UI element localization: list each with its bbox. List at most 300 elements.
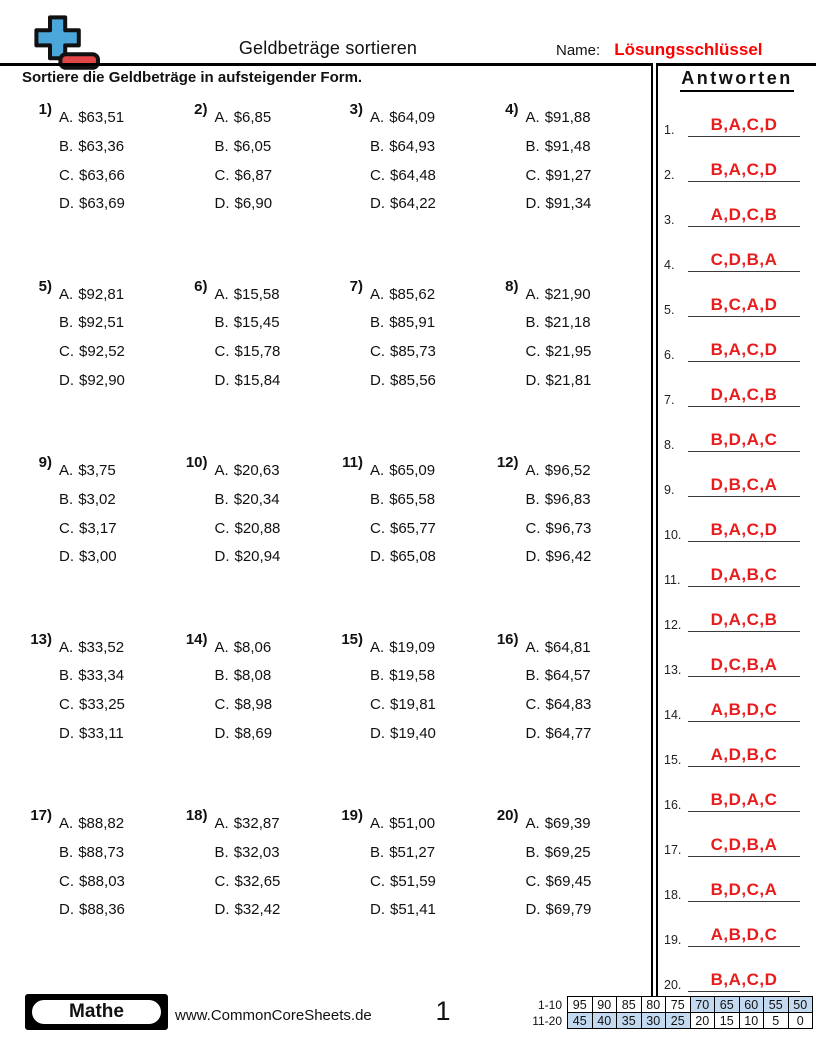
option-amount: $6,85 bbox=[233, 109, 272, 126]
problem-option bbox=[59, 634, 125, 663]
problem-option bbox=[526, 457, 592, 486]
answer-number: 8. bbox=[664, 438, 675, 452]
problem-option bbox=[370, 515, 436, 544]
answer-number: 10. bbox=[664, 528, 682, 542]
option-label: B. bbox=[525, 137, 540, 155]
option-amount: $33,52 bbox=[78, 638, 125, 656]
option-label: A. bbox=[525, 109, 540, 126]
option-label: D. bbox=[214, 724, 230, 742]
option-amount: $51,27 bbox=[389, 843, 436, 861]
answer-blank bbox=[688, 745, 800, 767]
option-amount: $64,48 bbox=[390, 166, 436, 184]
answer-number: 4. bbox=[664, 258, 675, 272]
score-cell: 55 bbox=[764, 997, 789, 1013]
option-amount: $20,94 bbox=[234, 548, 281, 566]
option-label: D. bbox=[525, 371, 541, 389]
option-label: D. bbox=[370, 371, 385, 389]
problem-option bbox=[526, 190, 592, 219]
problem-option bbox=[215, 662, 273, 691]
score-cell: 5 bbox=[764, 1013, 789, 1029]
subject-label: Mathe bbox=[29, 997, 164, 1027]
problem bbox=[186, 454, 342, 631]
answer-value: A,B,D,C bbox=[710, 700, 778, 719]
option-label: B. bbox=[59, 137, 74, 155]
answer-item bbox=[658, 542, 816, 587]
option-label: B. bbox=[214, 490, 229, 508]
option-amount: $32,87 bbox=[233, 815, 280, 832]
answer-item bbox=[658, 632, 816, 677]
option-amount: $3,75 bbox=[78, 462, 116, 479]
option-label: D. bbox=[214, 901, 230, 919]
option-label: C. bbox=[370, 166, 385, 184]
problem-option bbox=[59, 720, 125, 749]
option-amount: $69,39 bbox=[544, 815, 591, 832]
problem bbox=[186, 807, 342, 984]
option-amount: $3,00 bbox=[79, 548, 117, 566]
option-amount: $64,83 bbox=[545, 696, 592, 714]
problem-option bbox=[370, 634, 436, 663]
answer-blank bbox=[688, 655, 800, 677]
option-label: C. bbox=[214, 166, 230, 184]
option-amount: $33,11 bbox=[79, 724, 124, 742]
problem-option bbox=[59, 104, 125, 133]
score-cell: 35 bbox=[617, 1013, 642, 1029]
option-amount: $21,90 bbox=[544, 285, 591, 303]
option-amount: $8,08 bbox=[233, 667, 272, 685]
answer-number: 13. bbox=[664, 663, 682, 677]
answer-number: 6. bbox=[664, 348, 675, 362]
option-label: A. bbox=[525, 285, 540, 303]
option-amount: $51,00 bbox=[389, 815, 436, 832]
problem-number: 6) bbox=[194, 277, 208, 295]
problem-options bbox=[526, 457, 592, 572]
problem-options bbox=[215, 810, 281, 925]
option-label: B. bbox=[525, 314, 540, 332]
option-amount: $96,42 bbox=[545, 548, 592, 566]
problem-option bbox=[526, 896, 592, 925]
score-cell: 45 bbox=[568, 1013, 593, 1029]
answer-item bbox=[658, 767, 816, 812]
problem-option bbox=[59, 543, 117, 572]
option-label: D. bbox=[59, 195, 74, 213]
answer-blank bbox=[688, 610, 800, 632]
option-label: B. bbox=[370, 667, 385, 685]
option-label: A. bbox=[59, 109, 74, 126]
problem-option bbox=[370, 720, 436, 749]
option-amount: $85,73 bbox=[390, 343, 436, 361]
answer-value: B,C,A,D bbox=[710, 295, 778, 314]
problem-option bbox=[59, 133, 125, 162]
problem-options bbox=[526, 281, 592, 396]
answer-number: 7. bbox=[664, 393, 675, 407]
problem-option bbox=[59, 810, 125, 839]
option-label: C. bbox=[525, 166, 541, 184]
option-label: A. bbox=[59, 285, 74, 303]
option-label: B. bbox=[525, 667, 540, 685]
answer-value: C,D,B,A bbox=[710, 250, 778, 269]
problem bbox=[30, 101, 186, 278]
option-amount: $20,34 bbox=[233, 490, 280, 508]
score-cell: 60 bbox=[739, 997, 764, 1013]
problem-option bbox=[215, 515, 281, 544]
answer-item bbox=[658, 362, 816, 407]
answers-panel bbox=[658, 66, 816, 996]
option-amount: $65,77 bbox=[390, 519, 436, 537]
answer-blank bbox=[688, 925, 800, 947]
option-amount: $69,25 bbox=[544, 843, 591, 861]
answer-value: B,D,A,C bbox=[710, 430, 778, 449]
option-amount: $65,08 bbox=[390, 548, 436, 566]
problem-number: 14) bbox=[185, 630, 208, 648]
answer-item bbox=[658, 407, 816, 452]
option-label: C. bbox=[59, 519, 74, 537]
page-title: Geldbeträge sortieren bbox=[238, 38, 418, 58]
answer-number: 16. bbox=[664, 798, 682, 812]
problem bbox=[497, 101, 653, 278]
problem-option bbox=[526, 515, 592, 544]
option-amount: $91,88 bbox=[544, 109, 591, 126]
problem-option bbox=[59, 338, 125, 367]
problem bbox=[497, 454, 653, 631]
option-amount: $15,84 bbox=[234, 371, 281, 389]
problem-option bbox=[370, 839, 436, 868]
problem-options bbox=[526, 104, 592, 219]
option-label: C. bbox=[214, 696, 230, 714]
problem-option bbox=[215, 543, 281, 572]
problem-option bbox=[526, 839, 592, 868]
option-label: C. bbox=[59, 343, 74, 361]
option-label: C. bbox=[214, 872, 230, 890]
score-row-2-label: 11-20 bbox=[532, 1013, 562, 1028]
answer-number: 2. bbox=[664, 168, 675, 182]
option-amount: $19,81 bbox=[390, 696, 436, 714]
answer-item bbox=[658, 497, 816, 542]
problems-grid bbox=[30, 101, 652, 984]
answer-blank bbox=[688, 250, 800, 272]
problem-number: 1) bbox=[38, 101, 52, 118]
problem-option bbox=[59, 515, 117, 544]
problem bbox=[341, 631, 497, 808]
problem-number: 11) bbox=[342, 454, 363, 471]
problem-option bbox=[59, 868, 125, 897]
score-row-1-label: 1-10 bbox=[537, 997, 562, 1012]
problem-option bbox=[370, 868, 436, 897]
option-amount: $85,56 bbox=[390, 371, 436, 389]
option-label: D. bbox=[525, 548, 541, 566]
name-label: Name: bbox=[556, 42, 601, 59]
problem-options bbox=[526, 810, 592, 925]
option-label: C. bbox=[59, 166, 74, 184]
problem-number: 9) bbox=[38, 454, 52, 471]
problem-number: 2) bbox=[194, 101, 208, 118]
option-amount: $65,09 bbox=[389, 462, 436, 479]
answer-blank bbox=[688, 700, 800, 722]
option-label: D. bbox=[370, 724, 385, 742]
answer-key-label: Lösungsschlüssel bbox=[614, 40, 763, 59]
option-label: B. bbox=[59, 667, 74, 685]
option-amount: $32,65 bbox=[234, 872, 281, 890]
option-amount: $19,58 bbox=[389, 667, 436, 685]
option-label: C. bbox=[59, 696, 74, 714]
problem-option bbox=[526, 309, 592, 338]
answer-blank bbox=[688, 340, 800, 362]
answer-blank bbox=[688, 565, 800, 587]
answer-blank bbox=[688, 835, 800, 857]
option-amount: $20,88 bbox=[234, 519, 281, 537]
answer-item bbox=[658, 587, 816, 632]
option-label: B. bbox=[59, 490, 74, 508]
problem-option bbox=[215, 457, 281, 486]
problem-option bbox=[215, 691, 273, 720]
problem-option bbox=[215, 133, 273, 162]
score-cell: 0 bbox=[788, 1013, 813, 1029]
problem-option bbox=[59, 190, 125, 219]
option-label: A. bbox=[214, 815, 229, 832]
problem-option bbox=[526, 104, 592, 133]
answer-blank bbox=[688, 295, 800, 317]
answer-blank bbox=[688, 970, 800, 992]
option-label: D. bbox=[214, 371, 230, 389]
problem-option bbox=[215, 309, 281, 338]
answer-number: 5. bbox=[664, 303, 675, 317]
problem-option bbox=[59, 486, 117, 515]
problem-option bbox=[59, 162, 125, 191]
page-number: 1 bbox=[435, 996, 451, 1026]
option-label: C. bbox=[59, 872, 74, 890]
score-cell: 95 bbox=[568, 997, 593, 1013]
problem bbox=[186, 631, 342, 808]
problem-options bbox=[59, 457, 117, 572]
option-amount: $92,81 bbox=[78, 285, 125, 303]
option-label: C. bbox=[214, 343, 230, 361]
answer-value: B,D,A,C bbox=[710, 790, 778, 809]
problem bbox=[186, 278, 342, 455]
option-label: C. bbox=[370, 872, 385, 890]
score-cell: 30 bbox=[641, 1013, 666, 1029]
website-url: www.CommonCoreSheets.de bbox=[175, 1007, 372, 1024]
answer-item bbox=[658, 272, 816, 317]
option-amount: $21,81 bbox=[545, 371, 592, 389]
score-cell: 85 bbox=[617, 997, 642, 1013]
option-amount: $96,73 bbox=[545, 519, 592, 537]
option-label: A. bbox=[59, 462, 74, 479]
score-cell: 80 bbox=[641, 997, 666, 1013]
answer-item bbox=[658, 812, 816, 857]
problem-option bbox=[526, 367, 592, 396]
option-label: D. bbox=[525, 901, 541, 919]
answer-value: B,D,C,A bbox=[710, 880, 778, 899]
answer-item bbox=[658, 452, 816, 497]
problem-option bbox=[370, 281, 436, 310]
option-amount: $88,82 bbox=[78, 815, 125, 832]
answer-number: 17. bbox=[664, 843, 682, 857]
answer-value: D,B,C,A bbox=[710, 475, 778, 494]
answer-number: 20. bbox=[664, 978, 682, 992]
problem-option bbox=[370, 457, 436, 486]
answer-number: 15. bbox=[664, 753, 682, 767]
answers-title: Antworten bbox=[680, 68, 794, 92]
problem bbox=[341, 454, 497, 631]
option-label: C. bbox=[370, 519, 385, 537]
answer-value: D,C,B,A bbox=[710, 655, 778, 674]
problem-option bbox=[215, 162, 273, 191]
problem-option bbox=[59, 281, 125, 310]
answer-value: A,D,B,C bbox=[710, 745, 778, 764]
option-label: D. bbox=[59, 548, 74, 566]
problem-option bbox=[526, 281, 592, 310]
option-label: A. bbox=[370, 285, 385, 303]
problem-option bbox=[215, 810, 281, 839]
answer-number: 9. bbox=[664, 483, 675, 497]
problem bbox=[497, 807, 653, 984]
answers-title-wrap bbox=[658, 68, 816, 92]
answer-number: 19. bbox=[664, 933, 682, 947]
problem-option bbox=[59, 839, 125, 868]
option-amount: $63,36 bbox=[78, 137, 125, 155]
answer-value: B,A,C,D bbox=[710, 970, 778, 989]
problem-option bbox=[59, 896, 125, 925]
option-amount: $15,58 bbox=[233, 285, 280, 303]
option-label: A. bbox=[370, 638, 385, 656]
score-cell: 10 bbox=[739, 1013, 764, 1029]
problem-number: 17) bbox=[30, 807, 52, 824]
option-amount: $6,90 bbox=[234, 195, 273, 213]
answer-blank bbox=[688, 430, 800, 452]
option-amount: $64,77 bbox=[545, 724, 592, 742]
problem-option bbox=[59, 691, 125, 720]
problem-option bbox=[526, 868, 592, 897]
option-label: A. bbox=[370, 109, 385, 126]
problem-option bbox=[526, 162, 592, 191]
option-label: D. bbox=[59, 371, 74, 389]
answer-number: 1. bbox=[664, 123, 675, 137]
score-cell: 90 bbox=[592, 997, 617, 1013]
option-amount: $96,83 bbox=[544, 490, 591, 508]
option-label: C. bbox=[370, 696, 385, 714]
problem-options bbox=[59, 281, 125, 396]
option-label: A. bbox=[525, 638, 540, 656]
option-amount: $64,22 bbox=[390, 195, 436, 213]
answer-value: D,A,B,C bbox=[710, 565, 778, 584]
answer-item bbox=[658, 857, 816, 902]
problem-option bbox=[370, 896, 436, 925]
option-amount: $32,03 bbox=[233, 843, 280, 861]
option-label: B. bbox=[214, 314, 229, 332]
answer-number: 14. bbox=[664, 708, 682, 722]
score-cell: 75 bbox=[666, 997, 691, 1013]
option-label: A. bbox=[214, 109, 229, 126]
problem-option bbox=[215, 634, 273, 663]
problem-options bbox=[370, 281, 436, 396]
answers-list bbox=[658, 92, 816, 992]
problem-options bbox=[215, 457, 281, 572]
option-amount: $15,78 bbox=[234, 343, 281, 361]
answer-number: 3. bbox=[664, 213, 675, 227]
answer-blank bbox=[688, 880, 800, 902]
instruction-text: Sortiere die Geldbeträge in aufsteigender Form. bbox=[22, 69, 363, 86]
option-amount: $8,98 bbox=[234, 696, 273, 714]
answer-blank bbox=[688, 385, 800, 407]
answer-item bbox=[658, 317, 816, 362]
answer-blank bbox=[688, 115, 800, 137]
option-amount: $69,79 bbox=[545, 901, 592, 919]
score-cell: 25 bbox=[666, 1013, 691, 1029]
option-amount: $33,25 bbox=[79, 696, 125, 714]
problem-number: 8) bbox=[505, 277, 519, 295]
problem-option bbox=[370, 309, 436, 338]
score-cell: 65 bbox=[715, 997, 740, 1013]
option-label: B. bbox=[370, 314, 385, 332]
answer-value: C,D,B,A bbox=[710, 835, 778, 854]
option-label: C. bbox=[525, 872, 541, 890]
answer-value: B,A,C,D bbox=[710, 520, 778, 539]
problem-options bbox=[59, 104, 125, 219]
problem-option bbox=[526, 486, 592, 515]
answer-value: D,A,C,B bbox=[710, 385, 778, 404]
score-cell: 20 bbox=[690, 1013, 715, 1029]
problem-option bbox=[526, 810, 592, 839]
option-amount: $64,57 bbox=[544, 667, 591, 685]
problem-options bbox=[59, 810, 125, 925]
answer-number: 11. bbox=[664, 573, 681, 587]
option-label: C. bbox=[525, 519, 541, 537]
problem-option bbox=[526, 691, 592, 720]
option-label: B. bbox=[370, 490, 385, 508]
answer-value: D,A,C,B bbox=[710, 610, 778, 629]
answer-item bbox=[658, 947, 816, 992]
answer-number: 12. bbox=[664, 618, 682, 632]
option-label: C. bbox=[525, 696, 541, 714]
problem-option bbox=[370, 162, 436, 191]
option-amount: $8,69 bbox=[234, 724, 273, 742]
option-amount: $92,52 bbox=[79, 343, 125, 361]
problem bbox=[30, 631, 186, 808]
problem-option bbox=[370, 367, 436, 396]
option-label: B. bbox=[214, 843, 229, 861]
answer-blank bbox=[688, 205, 800, 227]
option-amount: $3,02 bbox=[78, 490, 116, 508]
option-amount: $6,05 bbox=[233, 137, 272, 155]
option-label: D. bbox=[370, 548, 385, 566]
problem-options bbox=[370, 104, 436, 219]
option-label: A. bbox=[525, 462, 540, 479]
option-label: A. bbox=[525, 815, 540, 832]
problem-option bbox=[370, 543, 436, 572]
problem-option bbox=[215, 896, 281, 925]
problem-options bbox=[215, 634, 273, 749]
answer-item bbox=[658, 227, 816, 272]
option-amount: $63,66 bbox=[79, 166, 125, 184]
problem-option bbox=[215, 281, 281, 310]
problem-options bbox=[59, 634, 125, 749]
option-label: D. bbox=[370, 195, 385, 213]
answer-item bbox=[658, 677, 816, 722]
option-label: B. bbox=[214, 667, 229, 685]
answer-value: A,D,C,B bbox=[710, 205, 778, 224]
problem bbox=[341, 807, 497, 984]
option-amount: $8,06 bbox=[233, 638, 272, 656]
option-label: D. bbox=[59, 724, 74, 742]
option-amount: $20,63 bbox=[233, 462, 280, 479]
problem-option bbox=[526, 543, 592, 572]
option-label: B. bbox=[370, 843, 385, 861]
problem-number: 19) bbox=[341, 807, 363, 824]
problem-option bbox=[215, 104, 273, 133]
option-amount: $92,51 bbox=[78, 314, 125, 332]
answers-divider bbox=[651, 63, 658, 996]
option-label: A. bbox=[214, 462, 229, 479]
problem-number: 7) bbox=[349, 277, 363, 295]
